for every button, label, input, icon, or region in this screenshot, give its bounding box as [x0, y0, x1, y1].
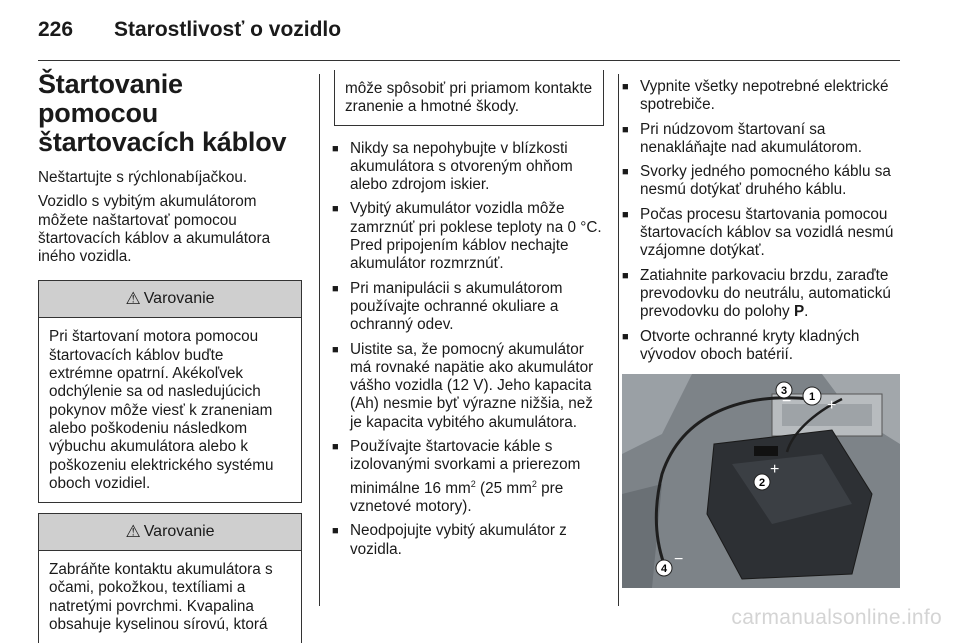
engine-bay-illustration: [622, 374, 900, 588]
list-item: ■ Uistite sa, že pomocný akumulátor má rovnaké napätie ako akumulátor vášho vozidla (12 V). Jeho kapacita (Ah) nesmie byť výrazne nižšia, než je kapacita vybitého akumulátora.: [332, 341, 604, 432]
running-title: Starostlivosť o vozidlo: [114, 18, 342, 41]
list-item: ■ Neodpojujte vybitý akumulátor z vozidla.: [332, 522, 604, 559]
list-item: ■ Pri manipulácii s akumulátorom používajte ochranné okuliare a ochranný odev.: [332, 280, 604, 335]
list-item: ■ Nikdy sa nepohybujte v blízkosti akumulátora s otvoreným ohňom alebo zdrojom iskier.: [332, 140, 604, 195]
list-item: [332, 438, 604, 516]
bold-text: P: [793, 303, 805, 321]
warning-triangle-icon: ⚠: [125, 522, 141, 541]
warning-title: Varovanie: [143, 290, 215, 308]
callout-2: 2: [758, 477, 766, 490]
superscript: 2: [470, 478, 476, 489]
column-3: [622, 78, 904, 588]
column-1: [38, 70, 302, 643]
list-item: ■ Vybitý akumulátor vozidla môže zamrznúť pri poklese teploty na 0 °C. Pred pripojením káblov nechajte akumulátor rozmrznúť.: [332, 200, 604, 273]
text: .: [804, 303, 809, 321]
battery-photo: [622, 374, 900, 588]
warning-triangle-icon: ⚠: [125, 289, 141, 309]
text: Používajte štartovacie káble s izolovanými svorkami a prierezom minimálne 16 mm: [350, 438, 581, 497]
plus-sign: +: [770, 461, 780, 479]
list-item: ■ Počas procesu štartovania pomocou štartovacích káblov sa vozidlá nesmú vzájomne dotýkať.: [622, 206, 904, 261]
list-item: ■ Otvorte ochranné kryty kladných vývodov oboch batérií.: [622, 328, 904, 365]
warning-header: [39, 281, 301, 318]
minus-sign: −: [782, 393, 792, 411]
paragraph: Vozidlo s vybitým akumulátorom môžete naštartovať pomocou štartovacích káblov a akumulátora iného vozidla.: [38, 193, 271, 266]
column-2: [332, 74, 604, 565]
warning-title: Varovanie: [143, 523, 215, 540]
list-item: ■ Svorky jedného pomocného káblu sa nesmú dotýkať druhého káblu.: [622, 163, 904, 200]
list-item: ■ Vypnite všetky nepotrebné elektrické spotrebiče.: [622, 78, 904, 115]
bullet-list: [622, 78, 904, 364]
list-item: ■ Pri núdzovom štartovaní sa nenakláňajte nad akumulátorom.: [622, 121, 904, 158]
column-divider: [618, 74, 619, 606]
header-rule: [38, 60, 900, 61]
text: (25 mm: [475, 479, 532, 497]
superscript: 2: [531, 478, 537, 489]
column-divider: [319, 74, 320, 606]
warning-continued: môže spôsobiť pri priamom kontakte zranenie a hmotné škody.: [334, 70, 604, 126]
warning-text: Pri štartovaní motora pomocou štartovacích káblov buďte extrémne opatrní. Akékoľvek odchýlenie sa od nasledujúcich pokynov môže viesť k zraneniam alebo poškodeniu následkom výbuchu akumulátora alebo k poškozeniu elektrického systému oboch vozidiel.: [49, 328, 274, 492]
page-number: 226: [38, 18, 74, 41]
text: pre vznetové motory).: [350, 479, 564, 516]
callout-3: 3: [780, 385, 788, 398]
warning-box: [38, 280, 302, 503]
list-item: [622, 267, 904, 322]
text: Zatiahnite parkovaciu brzdu, zaraďte prevodovku do neutrálu, automatickú prevodovku do polohy: [640, 266, 891, 321]
minus-sign: −: [674, 551, 684, 569]
section-heading: Štartovanie pomocou štartovacích káblov: [38, 69, 287, 157]
warning-text: Zabráňte kontaktu akumulátora s očami, pokožkou, textíliami a natretými povrchmi. Kvapalina obsahuje kyselinou sírovú, ktorá: [49, 561, 273, 634]
warning-box: [38, 513, 302, 643]
callout-4: 4: [660, 563, 668, 576]
callout-1: 1: [808, 391, 816, 404]
bullet-list: [332, 140, 604, 559]
paragraph: Neštartujte s rýchlonabíjačkou.: [38, 169, 248, 186]
watermark: carmanualsonline.info: [731, 606, 942, 629]
plus-sign: +: [827, 397, 837, 415]
page-header: [38, 18, 341, 48]
warning-header: [39, 514, 301, 551]
